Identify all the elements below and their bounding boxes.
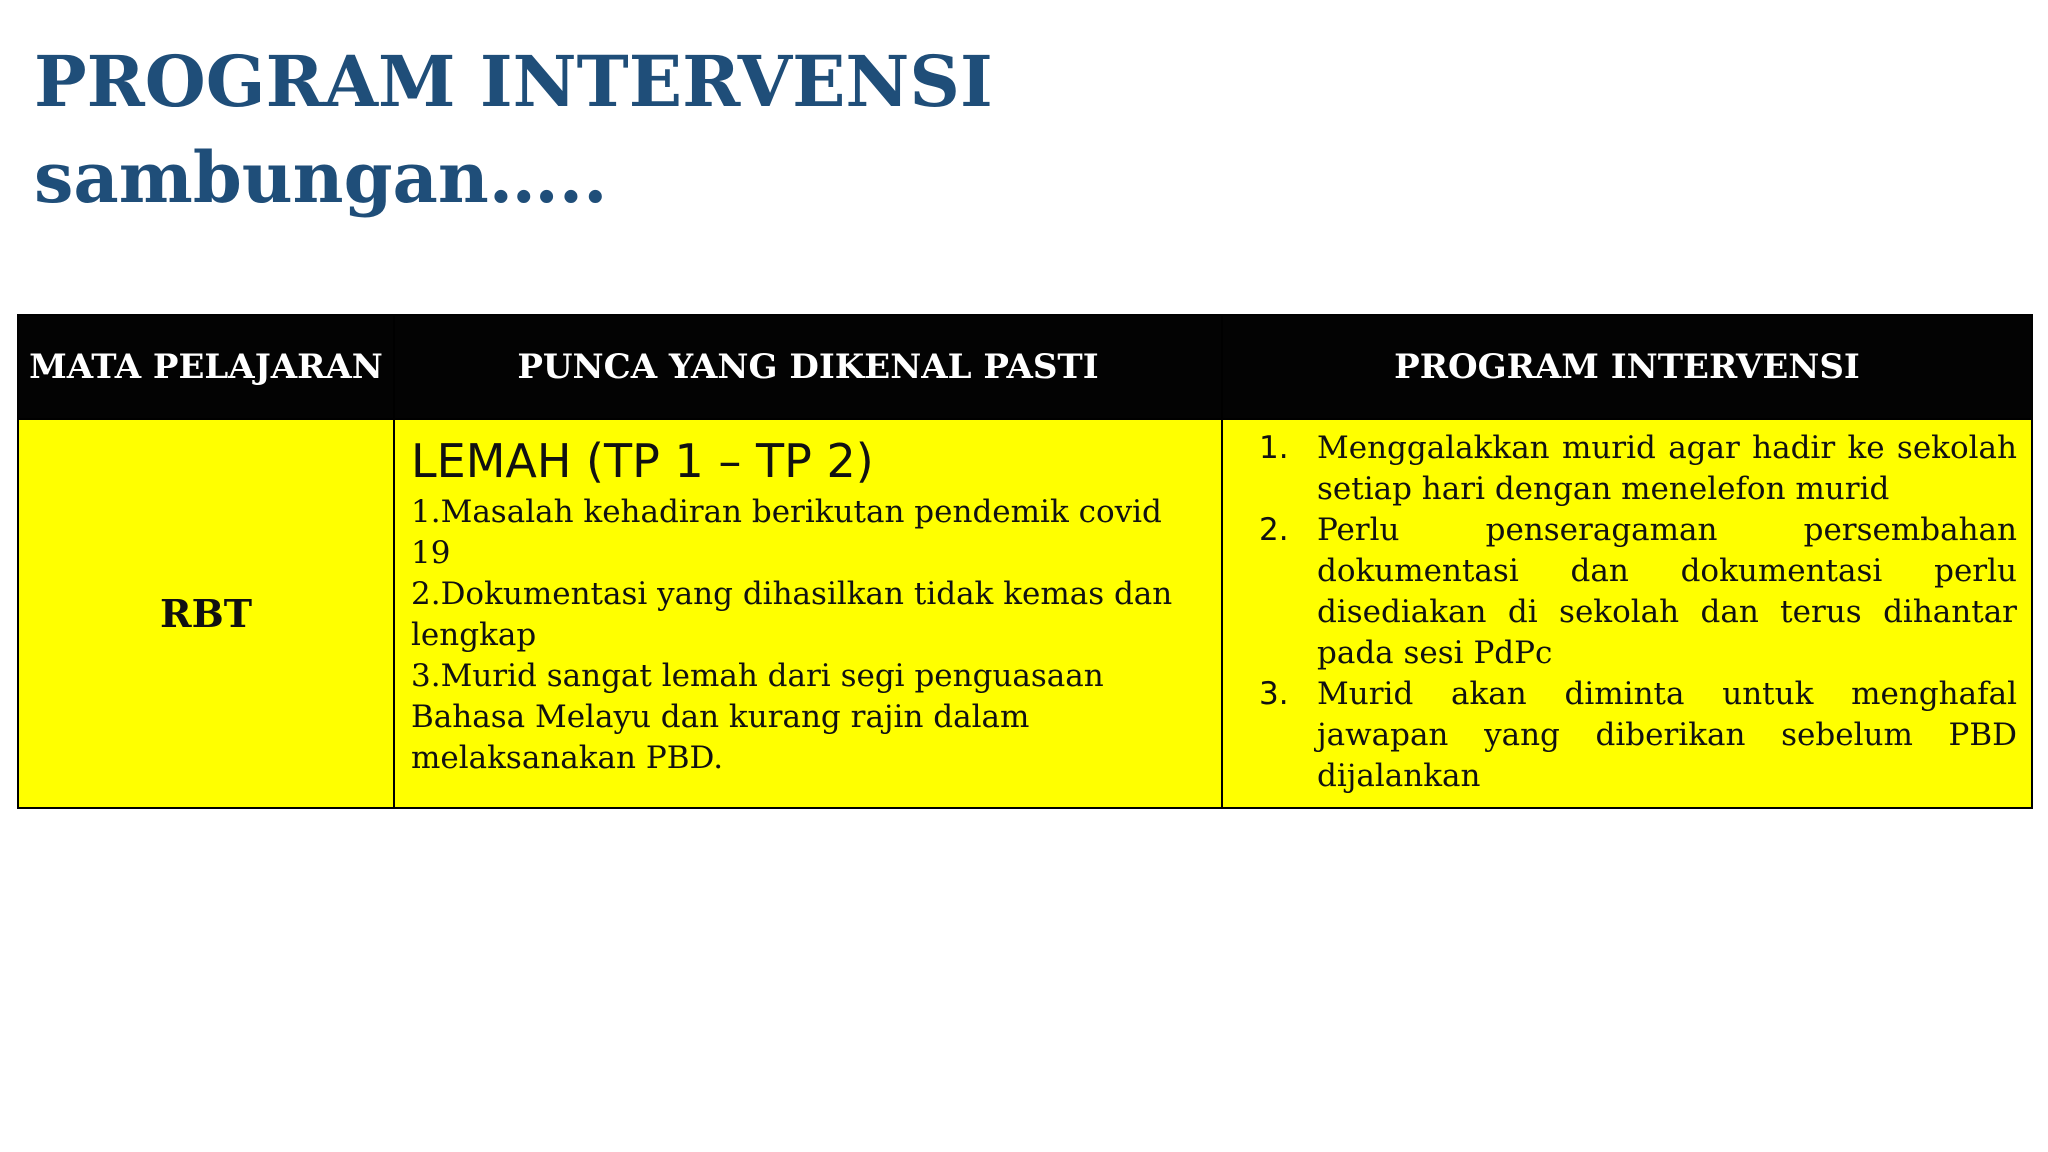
list-text: Menggalakkan murid agar hadir ke sekolah setiap hari dengan menelefon murid: [1317, 430, 2017, 507]
intervention-table: [17, 314, 2033, 809]
cause-cell: [394, 419, 1222, 808]
program-list: [1237, 428, 2017, 797]
program-cell: [1222, 419, 2032, 808]
list-number: 2.: [1259, 512, 1289, 548]
list-item: [1237, 674, 2017, 797]
table-header-row: [18, 315, 2032, 419]
table-row: [18, 419, 2032, 808]
header-punca: PUNCA YANG DIKENAL PASTI: [394, 315, 1222, 419]
header-program-intervensi: PROGRAM INTERVENSI: [1222, 315, 2032, 419]
page-title-line-2: sambungan…..: [34, 136, 608, 219]
list-text: Perlu penseragaman persembahan dokumentasi dan dokumentasi perlu disediakan di sekolah dan terus dihantar pada sesi PdPc: [1317, 512, 2017, 671]
cause-item: 3.Murid sangat lemah dari segi penguasaan Bahasa Melayu dan kurang rajin dalam melaksanakan PBD.: [411, 658, 1104, 776]
page-title: [34, 34, 993, 226]
list-number: 1.: [1259, 430, 1289, 466]
cause-item: 1.Masalah kehadiran berikutan pendemik covid 19: [411, 494, 1162, 571]
subject-cell: RBT: [18, 419, 394, 808]
cause-heading: LEMAH (TP 1 – TP 2): [411, 434, 874, 488]
cause-item: 2.Dokumentasi yang dihasilkan tidak kemas dan lengkap: [411, 576, 1173, 653]
list-number: 3.: [1259, 676, 1289, 712]
header-mata-pelajaran: MATA PELAJARAN: [18, 315, 394, 419]
list-item: [1237, 510, 2017, 674]
list-item: [1237, 428, 2017, 510]
page-title-line-1: PROGRAM INTERVENSI: [34, 40, 993, 123]
list-text: Murid akan diminta untuk menghafal jawapan yang diberikan sebelum PBD dijalankan: [1317, 676, 2017, 794]
